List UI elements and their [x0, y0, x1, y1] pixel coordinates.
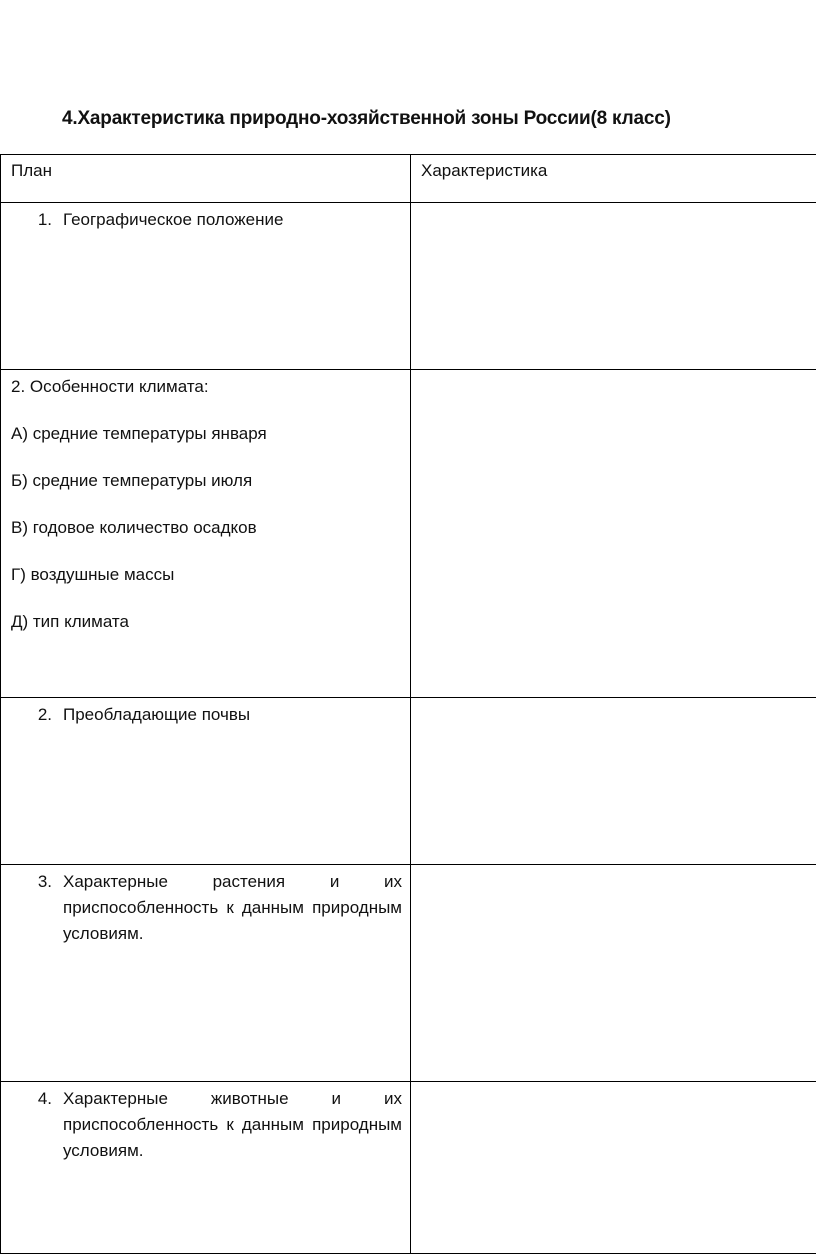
answer-text[interactable]	[411, 203, 816, 207]
plan-cell	[1, 1082, 411, 1254]
answer-text[interactable]	[411, 370, 816, 374]
answer-cell[interactable]	[411, 370, 816, 698]
answer-text[interactable]	[411, 865, 816, 869]
table-row	[1, 1082, 816, 1254]
item-number: 2.	[37, 705, 52, 724]
header-cell-plan	[1, 155, 411, 203]
answer-cell[interactable]	[411, 203, 816, 370]
answer-cell[interactable]	[411, 698, 816, 865]
answer-text[interactable]	[411, 1082, 816, 1086]
list-item	[1, 865, 410, 947]
table-row	[1, 865, 816, 1082]
header-plan-label: План	[11, 161, 52, 180]
answer-cell[interactable]	[411, 865, 816, 1082]
header-cell-characteristic	[411, 155, 816, 203]
item-number: 1.	[37, 210, 52, 229]
climate-item: В) годовое количество осадков	[11, 518, 257, 537]
table-row	[1, 203, 816, 370]
climate-item: А) средние температуры января	[11, 424, 267, 443]
item-text: Характерные растения и их приспособленность к данным природным условиям.	[63, 872, 402, 943]
climate-item: Б) средние температуры июля	[11, 471, 253, 490]
characteristics-table	[0, 154, 816, 1254]
list-item	[1, 203, 410, 233]
table-row	[1, 370, 816, 698]
list-item	[1, 1082, 410, 1164]
item-number: 3.	[37, 872, 52, 891]
item-number: 4.	[37, 1089, 52, 1108]
plan-cell	[1, 698, 411, 865]
answer-cell[interactable]	[411, 1082, 816, 1254]
plan-cell	[1, 370, 411, 698]
answer-text[interactable]	[411, 698, 816, 702]
item-text: Характерные животные и их приспособленность к данным природным условиям.	[63, 1089, 402, 1160]
climate-heading: 2. Особенности климата:	[11, 377, 209, 396]
climate-item: Г) воздушные массы	[11, 565, 175, 584]
plan-cell	[1, 865, 411, 1082]
item-text: Преобладающие почвы	[63, 705, 251, 724]
header-characteristic-label: Характеристика	[421, 161, 548, 180]
page-title: 4.Характеристика природно-хозяйственной зоны России(8 класс)	[62, 108, 671, 129]
table-row	[1, 698, 816, 865]
item-text: Географическое положение	[63, 210, 284, 229]
list-item	[1, 698, 410, 728]
table-header-row	[1, 155, 816, 203]
climate-item: Д) тип климата	[11, 612, 129, 631]
plan-cell	[1, 203, 411, 370]
